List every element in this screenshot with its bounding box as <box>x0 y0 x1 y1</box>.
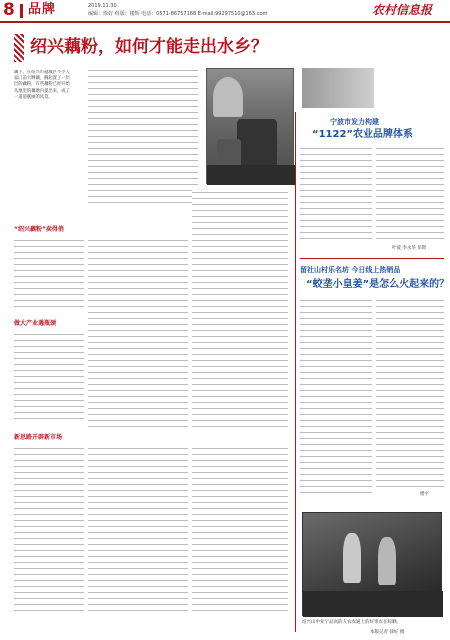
photo-figure <box>213 77 243 117</box>
body-text-block <box>376 146 444 244</box>
lead-paragraph: 藕下，在绍兴市越城区不少人家门前大晒藕，搁起置了一层层的藕粉，有些藕粉已经开始从地里的藕塘内提出来，成了一道道靓丽的风景。 <box>14 70 70 100</box>
article-divider <box>300 258 444 259</box>
right-top-byline: 叶波 李永华 彭斯 <box>392 246 427 251</box>
body-text-block <box>376 298 444 490</box>
right-top-headline: “1122”农业品牌体系 <box>312 129 413 140</box>
body-text-block <box>192 190 288 428</box>
lotus-pond-photo <box>302 68 374 108</box>
body-text-block <box>192 446 288 616</box>
photo-ground <box>207 165 295 185</box>
editor-line: 编辑：徐好 组版：楼辉 电话：0571-86757168 E-mail:99297510@163.com <box>88 11 268 17</box>
harvest-photo <box>302 512 442 616</box>
photo-ground <box>303 591 443 617</box>
body-text-block <box>88 68 198 208</box>
newspaper-brand: 农村信息报 <box>372 3 433 17</box>
right-top-kicker: 宁波市发力构建 <box>330 118 379 126</box>
subhead-new-market: 新思路开辟新市场 <box>14 434 63 441</box>
body-text-block <box>14 332 84 424</box>
title-decoration <box>14 34 24 62</box>
body-text-block <box>88 446 188 616</box>
main-headline: 绍兴藕粉，如何才能走出水乡？ <box>30 37 268 57</box>
issue-date: 2019.11.30 <box>88 3 117 9</box>
page-number: 8 <box>3 0 15 20</box>
right-mid-headline: “蛟垄小皇姜”是怎么火起来的？ <box>306 279 450 290</box>
subhead-sold-well: “绍兴藕粉”卖得俏 <box>14 226 64 233</box>
body-text-block <box>14 446 84 616</box>
body-text-block <box>14 238 84 310</box>
photo-caption: 绍兴山中亚宁品高的人农农通上的好果农在晾晒。 <box>302 620 401 625</box>
right-mid-byline: 楼平 <box>420 492 429 497</box>
section-bar <box>20 4 23 18</box>
body-text-block <box>88 238 188 428</box>
body-text-block <box>300 298 372 498</box>
body-text-block <box>300 146 372 244</box>
right-mid-kicker: 留社山村乐名坊 今日线上热销品 <box>300 266 401 274</box>
column-divider <box>295 112 296 632</box>
farmer-photo <box>206 68 294 184</box>
page-footer: 本版记者 徐好 摄 <box>370 630 405 635</box>
photo-figure <box>378 537 396 585</box>
section-name: 品牌 <box>28 2 57 17</box>
photo-figure <box>343 533 361 583</box>
subhead-bottleneck: 做大产业遇瓶颈 <box>14 320 57 327</box>
masthead-rule <box>0 21 450 23</box>
